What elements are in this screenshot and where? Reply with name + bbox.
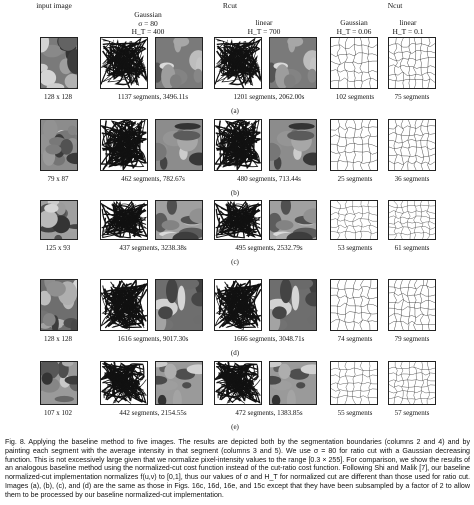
image-rlF-row-4 [269,361,317,405]
rcut-linear-result: 472 segments, 1383.85s [235,409,303,417]
header-rcut-gaussian: Gaussian σ = 80 H_T = 400 [131,10,165,36]
image-nl-row-4 [388,361,436,405]
row-label: (d) [230,349,240,357]
rcut-gaussian-result: 442 segments, 2154.55s [119,409,187,417]
image-rlB-row-2 [214,200,262,240]
ncut-gaussian-result: 55 segments [337,409,373,417]
rcut-gaussian-result: 437 segments, 3238.38s [119,244,187,252]
image-rlB-row-0 [214,37,262,89]
rcut-gaussian-result: 462 segments, 782.67s [121,175,185,183]
image-size-label: 125 x 93 [45,244,71,252]
row-label: (b) [230,189,240,197]
image-nl-row-3 [388,279,436,331]
image-size-label: 128 x 128 [44,93,72,101]
image-nl-row-0 [388,37,436,89]
image-ng-row-4 [330,361,378,405]
image-input-row-3 [40,279,78,331]
header-ncut: Ncut [387,1,403,10]
image-ng-row-2 [330,200,378,240]
image-input-row-0 [40,37,78,89]
row-label: (c) [231,258,239,266]
rcut-linear-result: 495 segments, 2532.79s [235,244,303,252]
image-ng-row-0 [330,37,378,89]
image-rgF-row-1 [155,119,203,171]
image-rgB-row-3 [100,279,148,331]
image-rgB-row-2 [100,200,148,240]
row-label: (a) [231,107,239,115]
image-input-row-4 [40,361,78,405]
ncut-linear-result: 61 segments [394,244,430,252]
ncut-linear-result: 36 segments [394,175,430,183]
ncut-linear-result: 79 segments [394,335,430,343]
ncut-gaussian-result: 102 segments [335,93,375,101]
image-input-row-2 [40,200,78,240]
rcut-gaussian-result: 1137 segments, 3496.11s [117,93,189,101]
ncut-gaussian-result: 25 segments [337,175,373,183]
image-ng-row-3 [330,279,378,331]
image-size-label: 79 x 87 [47,175,69,183]
header-input: input image [36,1,72,10]
image-size-label: 107 x 102 [44,409,72,417]
image-rlF-row-3 [269,279,317,331]
image-rgB-row-1 [100,119,148,171]
image-rlF-row-2 [269,200,317,240]
header-ncut-linear: linear H_T = 0.1 [392,18,424,36]
rcut-linear-result: 480 segments, 713.44s [237,175,301,183]
rcut-linear-result: 1201 segments, 2062.00s [233,93,305,101]
image-input-row-1 [40,119,78,171]
image-ng-row-1 [330,119,378,171]
header-rcut-linear: linear H_T = 700 [247,18,281,36]
ncut-gaussian-result: 53 segments [337,244,373,252]
ncut-linear-result: 57 segments [394,409,430,417]
header-ncut-gaussian: Gaussian H_T = 0.06 [336,18,372,36]
row-label: (e) [231,423,239,431]
figure-caption: Fig. 8. Applying the baseline method to five images. The results are depicted both by the segmentation boundaries (columns 2 and 4) and by painting each segment with the average intensity in that segment (columns 3 and 5). We use σ = 80 for ratio cut with a Gaussian decreasing function. This is not excessively large given that we normalize pixel-intensity values to the range [0.3 × 255]. For comparison, we show the results of an analogous baseline method using the normalized-cut cost function instead of the cut-ratio cost function. Following Shi and Malik [7], our baseline normalized-cut implementation normalizes f(u,v) to [0,1], thus our values of σ and H_T for normalized cut are different than those used for ratio cut. Images (a), (b), (c), and (d) are the same as those in Figs. 16c, 16d, 16e, and 15c except that they have been subsampled by a factor of 2 to allow them to be processed by our baseline normalized-cut implementation. [5,438,470,499]
image-rgF-row-4 [155,361,203,405]
image-size-label: 128 x 128 [44,335,72,343]
image-rlB-row-1 [214,119,262,171]
image-rlF-row-1 [269,119,317,171]
image-rgF-row-3 [155,279,203,331]
image-rgF-row-0 [155,37,203,89]
image-rlB-row-4 [214,361,262,405]
image-rgB-row-0 [100,37,148,89]
image-nl-row-1 [388,119,436,171]
image-rgB-row-4 [100,361,148,405]
header-rcut: Rcut [222,1,238,10]
image-rgF-row-2 [155,200,203,240]
ncut-gaussian-result: 74 segments [337,335,373,343]
ncut-linear-result: 75 segments [394,93,430,101]
image-rlF-row-0 [269,37,317,89]
image-rlB-row-3 [214,279,262,331]
image-nl-row-2 [388,200,436,240]
rcut-gaussian-result: 1616 segments, 9017.30s [117,335,189,343]
rcut-linear-result: 1666 segments, 3048.71s [233,335,305,343]
